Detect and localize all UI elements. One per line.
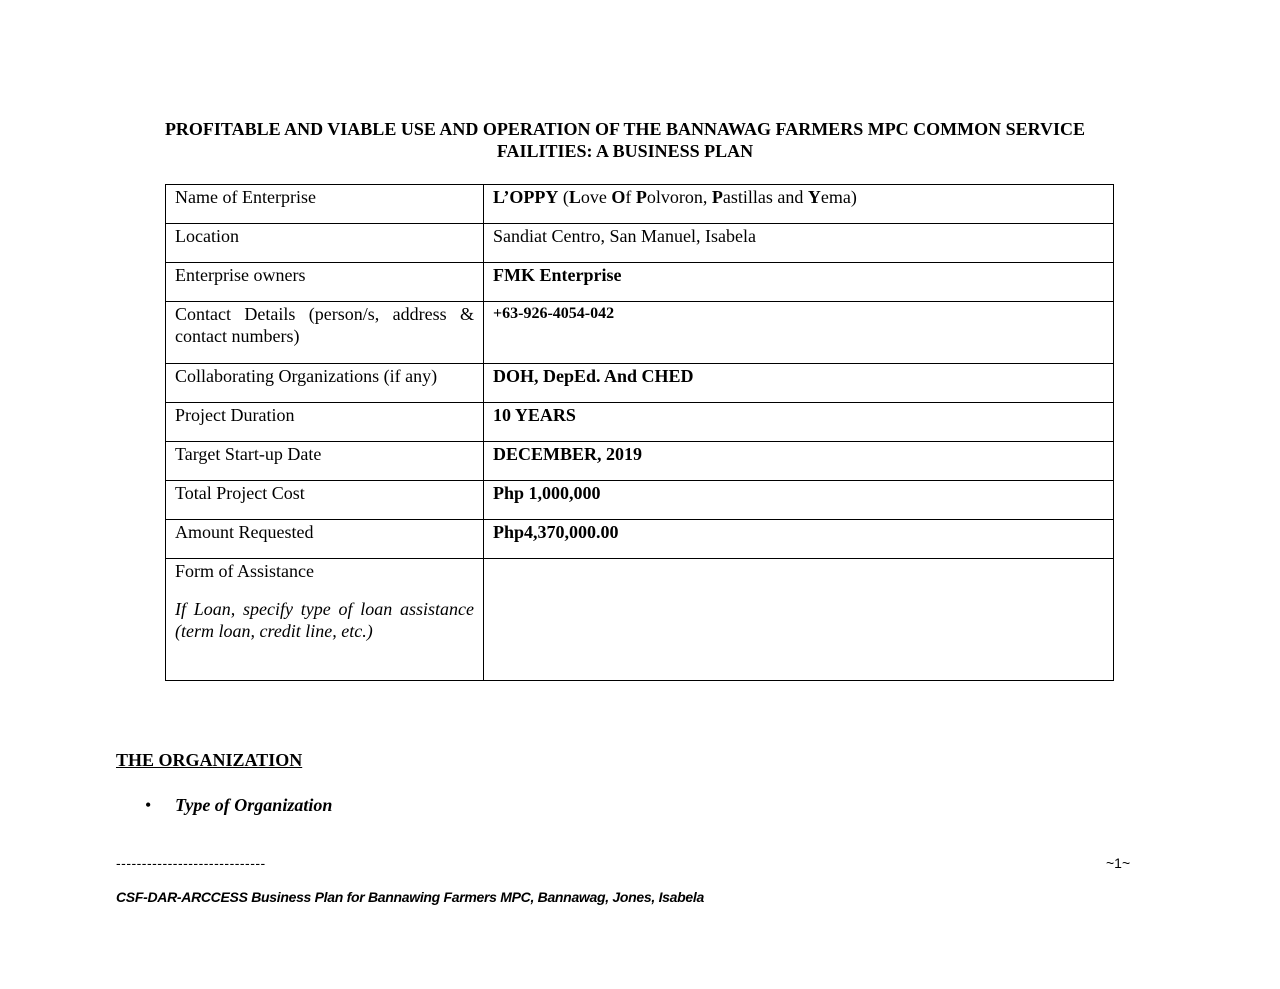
row-value: Sandiat Centro, San Manuel, Isabela (484, 224, 1114, 263)
table-row (166, 481, 1114, 520)
row-label: Location (166, 224, 484, 263)
row-value: 10 YEARS (484, 403, 1114, 442)
name-part: L’OPPY (493, 187, 559, 207)
name-part: astillas and (722, 187, 808, 207)
enterprise-summary-table (165, 184, 1114, 681)
row-value: Php 1,000,000 (484, 481, 1114, 520)
table-row (166, 520, 1114, 559)
name-part: ( (558, 187, 569, 207)
row-label: Contact Details (person/s, address & contact numbers) (166, 302, 484, 364)
title-line-1: PROFITABLE AND VIABLE USE AND OPERATION OF THE BANNAWAG FARMERS MPC COMMON SERVICE (164, 119, 1086, 139)
title-line-2: FAILITIES: A BUSINESS PLAN (496, 141, 754, 161)
document-title (110, 118, 1140, 162)
table-row (166, 403, 1114, 442)
name-part: P (635, 187, 647, 207)
bullet-icon: • (145, 795, 152, 815)
table-row (166, 442, 1114, 481)
row-label: Enterprise owners (166, 263, 484, 302)
row-label: Target Start-up Date (166, 442, 484, 481)
row-value: FMK Enterprise (484, 263, 1114, 302)
table-row (166, 559, 1114, 681)
name-part: P (711, 187, 723, 207)
enterprise-name-value (484, 185, 1114, 224)
name-part: ove (580, 187, 612, 207)
row-label: Project Duration (166, 403, 484, 442)
name-part: f (625, 187, 636, 207)
row-label: Collaborating Organizations (if any) (166, 364, 484, 403)
page-number: ~1~ (1106, 855, 1131, 871)
row-value: DOH, DepEd. And CHED (484, 364, 1114, 403)
name-part: O (611, 187, 626, 207)
table-row (166, 224, 1114, 263)
table-row (166, 185, 1114, 224)
row-value: Php4,370,000.00 (484, 520, 1114, 559)
name-part: Y (807, 187, 821, 207)
row-value: +63-926-4054-042 (484, 302, 1114, 364)
row-value (484, 559, 1114, 681)
footer-rule: ----------------------------- (116, 855, 266, 871)
row-value: DECEMBER, 2019 (484, 442, 1114, 481)
footer-text: CSF-DAR-ARCCESS Business Plan for Bannawing Farmers MPC, Bannawag, Jones, Isabela (116, 889, 704, 905)
name-part: olvoron, (646, 187, 712, 207)
table-row (166, 364, 1114, 403)
name-part: L (568, 187, 581, 207)
row-label (166, 559, 484, 681)
table-row (166, 263, 1114, 302)
list-item: Type of Organization (175, 795, 333, 815)
row-label: Name of Enterprise (166, 185, 484, 224)
table-row (166, 302, 1114, 364)
section-heading: THE ORGANIZATION (116, 750, 303, 770)
name-part: ema) (820, 187, 857, 207)
row-label: Total Project Cost (166, 481, 484, 520)
row-label: Amount Requested (166, 520, 484, 559)
assistance-note: If Loan, specify type of loan assistance (term loan, credit line, etc.) (175, 599, 474, 641)
assistance-label: Form of Assistance (175, 561, 314, 581)
